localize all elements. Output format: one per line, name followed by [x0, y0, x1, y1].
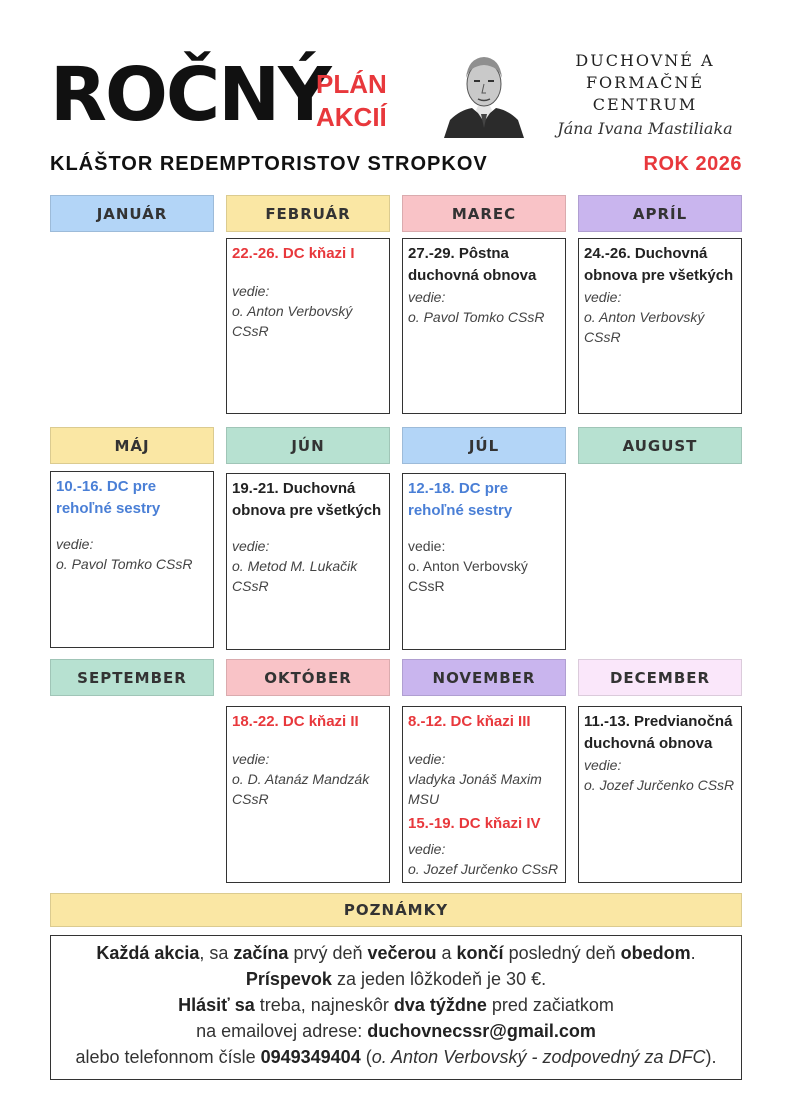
portrait-image: [440, 48, 528, 138]
month-box-jul: [402, 473, 566, 650]
leader-name-2: o. Jozef Jurčenko CSsR: [408, 861, 559, 877]
event-title: 18.-22. DC kňazi II: [232, 713, 359, 730]
notes-text: a: [436, 943, 457, 963]
month-box-oktober: [226, 706, 390, 883]
phone-number[interactable]: 0949349404: [260, 1047, 361, 1067]
leader-label-2: vedie:: [408, 841, 446, 857]
leader-name: o. Anton Verbovský CSsR: [584, 309, 705, 345]
leader-label: vedie:: [584, 757, 622, 773]
notes-text: začína: [233, 943, 289, 963]
subtitle-line-1: PLÁN: [316, 69, 387, 99]
event-title: 24.-26. Duchovná obnova pre všetkých: [584, 245, 734, 284]
month-header-november: NOVEMBER: [402, 659, 566, 696]
month-header-oktober: OKTÓBER: [226, 659, 390, 696]
notes-text: Príspevok: [245, 969, 332, 989]
month-header-september: SEPTEMBER: [50, 659, 214, 696]
month-box-november: [402, 706, 566, 883]
email-link[interactable]: duchovnecssr@gmail.com: [367, 1021, 596, 1041]
page-title: ROČNÝ: [50, 52, 330, 138]
month-box-marec: [402, 238, 566, 414]
notes-line-2: [51, 966, 741, 992]
leader-name: o. D. Atanáz Mandzák CSsR: [232, 771, 370, 807]
leader-label: vedie:: [56, 536, 94, 552]
event-title: 12.-18. DC pre rehoľné sestry: [408, 480, 513, 519]
leader-label: vedie:: [408, 538, 446, 554]
event-title-2: 15.-19. DC kňazi IV: [408, 815, 541, 832]
month-header-marec: MAREC: [402, 195, 566, 232]
center-signature: Jána Ivana Mastiliaka: [557, 119, 733, 138]
leader-label: vedie:: [408, 751, 446, 767]
year-label: ROK 2026: [643, 153, 742, 175]
month-box-maj: [50, 471, 214, 648]
notes-text: obedom: [620, 943, 691, 963]
notes-text: Hlásiť sa: [178, 995, 255, 1015]
event-title: 10.-16. DC pre rehoľné sestry: [56, 478, 161, 517]
leader-label: vedie:: [408, 289, 446, 305]
notes-line-1: [51, 940, 741, 966]
center-logo: [540, 50, 750, 142]
center-line-1: DUCHOVNÉ A: [575, 51, 715, 70]
event-title: 11.-13. Predvianočná duchovná obnova: [584, 713, 733, 752]
notes-text: (: [360, 1047, 372, 1067]
leader-name: o. Metod M. Lukačik CSsR: [232, 558, 358, 594]
leader-name: o. Anton Verbovský CSsR: [408, 558, 528, 594]
leader-name: o. Jozef Jurčenko CSsR: [584, 777, 735, 793]
page-subtitle: [316, 68, 387, 134]
notes-text: .: [690, 943, 696, 963]
event-title: 27.-29. Pôstna duchovná obnova: [408, 245, 537, 284]
notes-text: treba, najneskôr: [254, 995, 394, 1015]
notes-heading: POZNÁMKY: [50, 893, 742, 927]
month-header-jul: JÚL: [402, 427, 566, 464]
notes-line-3: [51, 992, 741, 1018]
leader-name: o. Anton Verbovský CSsR: [232, 303, 353, 339]
notes-text: pred začiatkom: [486, 995, 614, 1015]
month-header-februar: FEBRUÁR: [226, 195, 390, 232]
leader-label: vedie:: [232, 283, 270, 299]
month-box-jun: [226, 473, 390, 650]
leader-name: o. Pavol Tomko CSsR: [56, 556, 193, 572]
notes-text: posledný deň: [503, 943, 621, 963]
notes-text: alebo telefonnom čísle: [75, 1047, 261, 1067]
leader-name: o. Pavol Tomko CSsR: [408, 309, 545, 325]
center-line-2: FORMAČNÉ CENTRUM: [585, 73, 705, 114]
month-header-april: APRÍL: [578, 195, 742, 232]
notes-text: Každá akcia: [96, 943, 200, 963]
month-header-august: AUGUST: [578, 427, 742, 464]
month-header-december: DECEMBER: [578, 659, 742, 696]
notes-text: o. Anton Verbovský - zodpovedný za DFC: [371, 1047, 706, 1067]
notes-text: prvý deň: [288, 943, 368, 963]
notes-box: [50, 935, 742, 1080]
month-box-februar: [226, 238, 390, 414]
notes-text: dva týždne: [393, 995, 487, 1015]
notes-text: ).: [705, 1047, 717, 1067]
notes-text: , sa: [199, 943, 234, 963]
notes-text: za jeden lôžkodeň je 30 €.: [331, 969, 547, 989]
month-box-april: [578, 238, 742, 414]
monastery-name: KLÁŠTOR REDEMPTORISTOV STROPKOV: [50, 153, 488, 175]
leader-label: vedie:: [584, 289, 622, 305]
leader-label: vedie:: [232, 751, 270, 767]
month-header-maj: MÁJ: [50, 427, 214, 464]
notes-text: končí: [456, 943, 504, 963]
notes-text: na emailovej adrese:: [196, 1021, 368, 1041]
notes-text: večerou: [367, 943, 437, 963]
notes-line-4: [51, 1018, 741, 1044]
event-title: 22.-26. DC kňazi I: [232, 245, 355, 262]
event-title: 8.-12. DC kňazi III: [408, 713, 531, 730]
event-title: 19.-21. Duchovná obnova pre všetkých: [232, 480, 382, 519]
leader-label: vedie:: [232, 538, 270, 554]
subtitle-line-2: AKCIÍ: [316, 102, 387, 132]
month-box-december: [578, 706, 742, 883]
notes-line-5: [51, 1044, 741, 1070]
month-header-januar: JANUÁR: [50, 195, 214, 232]
leader-name: vladyka Jonáš Maxim MSU: [408, 771, 542, 807]
month-header-jun: JÚN: [226, 427, 390, 464]
